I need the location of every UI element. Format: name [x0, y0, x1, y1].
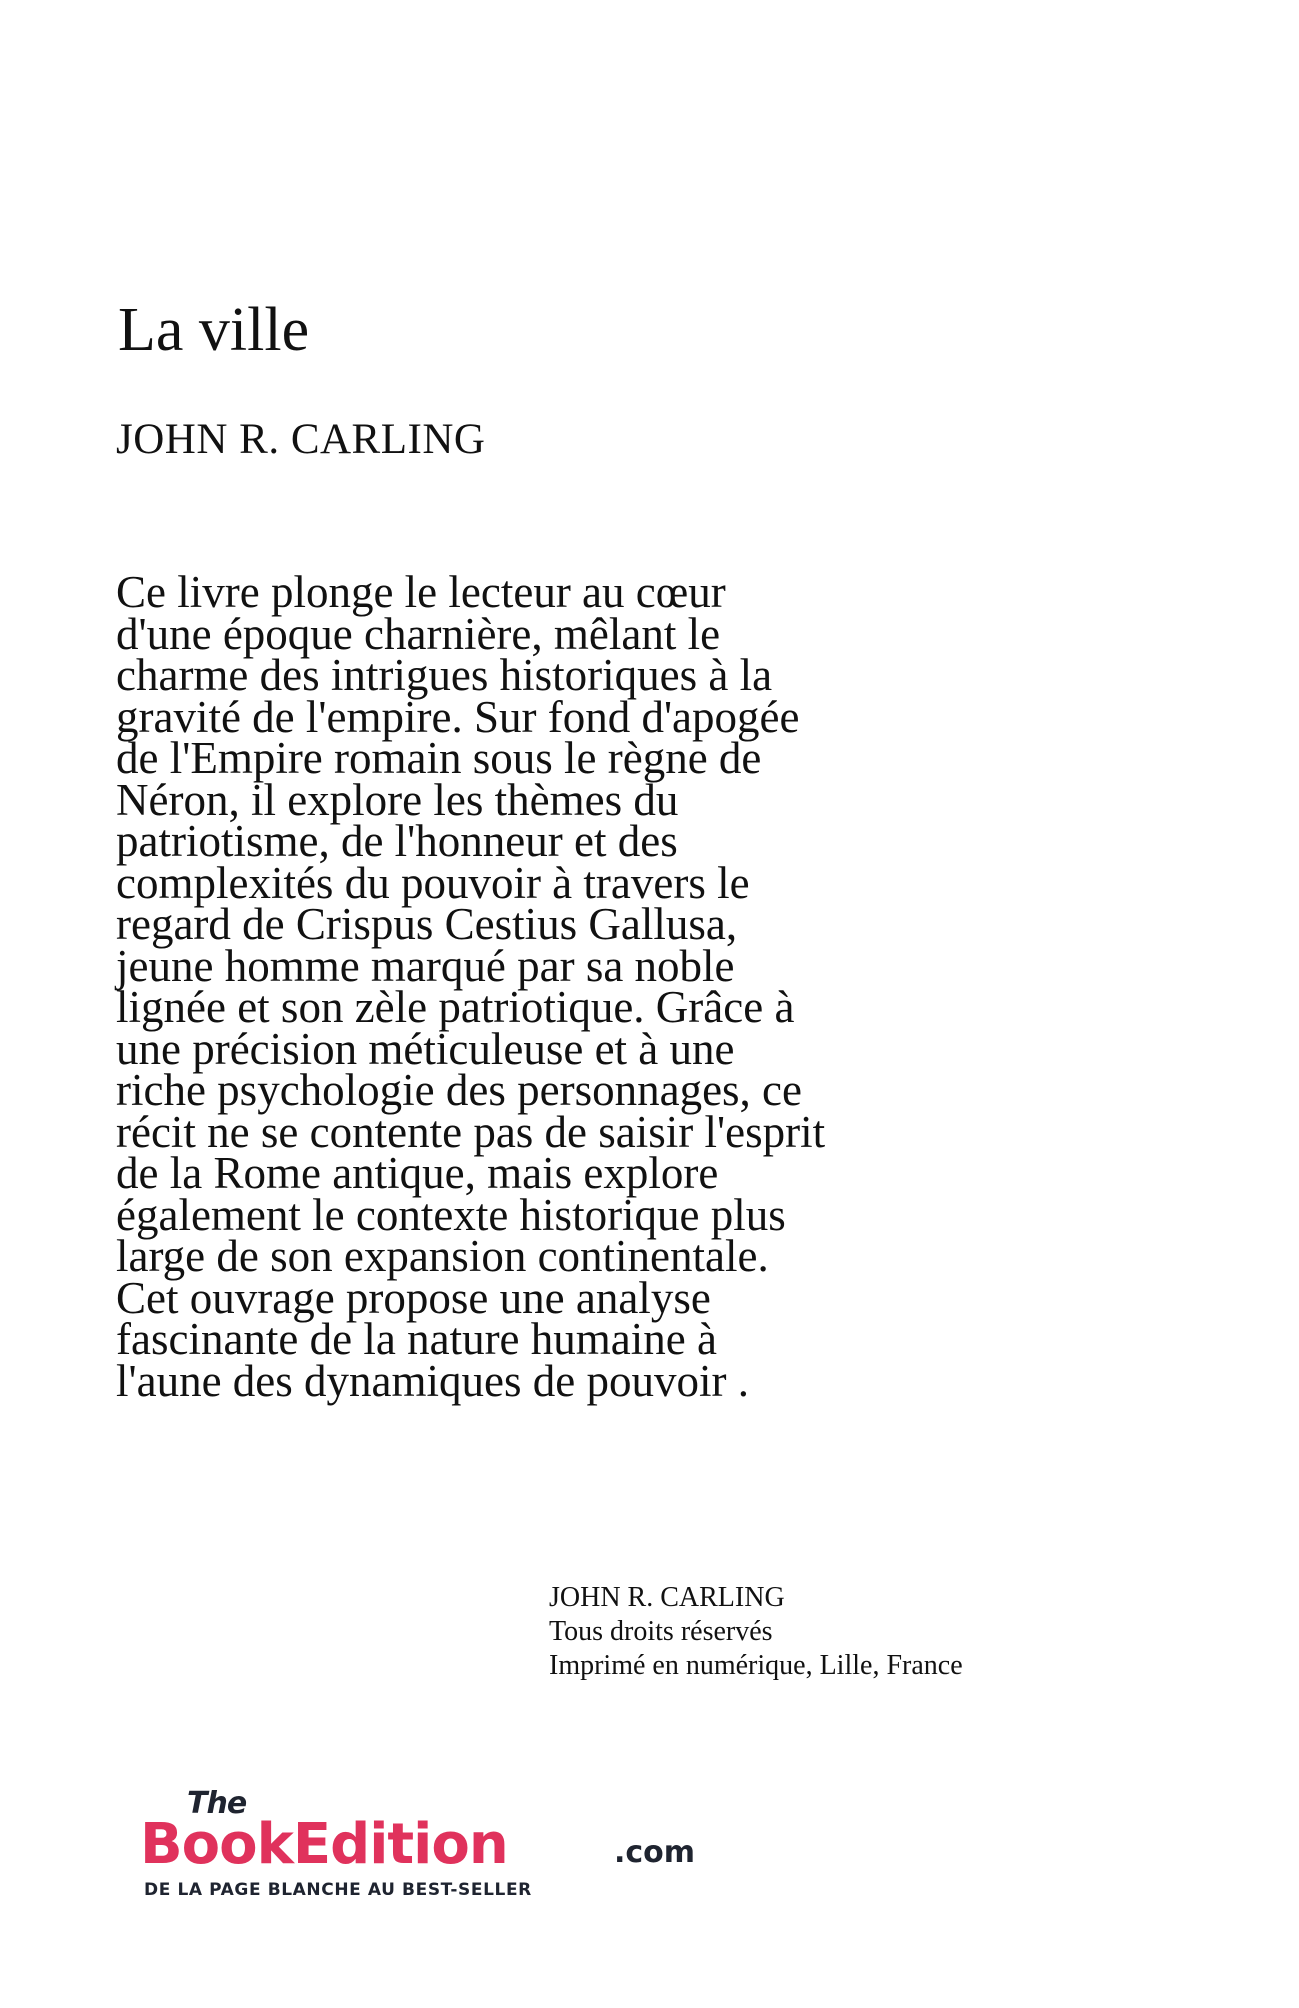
- blurb-line: également le contexte historique plus: [116, 1189, 786, 1240]
- blurb-line: fascinante de la nature humaine à: [116, 1314, 717, 1364]
- imprint-author: JOHN R. CARLING: [549, 1582, 785, 1613]
- bookedition-logo: [140, 1788, 700, 1898]
- blurb-line: l'aune des dynamiques de pouvoir .: [116, 1355, 749, 1406]
- blurb-line: Néron, il explore les thèmes du: [116, 774, 679, 825]
- book-blurb: [116, 567, 976, 1406]
- blurb-line: gravité de l'empire. Sur fond d'apogée: [116, 691, 800, 742]
- blurb-line: patriotisme, de l'honneur et des: [116, 816, 678, 866]
- blurb-line: de l'Empire romain sous le règne de: [116, 733, 762, 783]
- logo-tagline: DE LA PAGE BLANCHE AU BEST-SELLER: [144, 1880, 532, 1900]
- blurb-line: une précision méticuleuse et à une: [116, 1023, 735, 1074]
- blurb-line: de la Rome antique, mais explore: [116, 1148, 719, 1198]
- blurb-line: complexités du pouvoir à travers le: [116, 857, 750, 908]
- blurb-line: récit ne se contente pas de saisir l'esprit: [116, 1106, 826, 1157]
- blurb-line: large de son expansion continentale.: [116, 1231, 769, 1281]
- book-title: La ville: [118, 296, 310, 364]
- logo-wordmark: BookEdition: [140, 1812, 508, 1877]
- imprint-rights: Tous droits réservés: [549, 1616, 773, 1647]
- blurb-line: d'une époque charnière, mêlant le: [116, 608, 721, 659]
- imprint-printed: Imprimé en numérique, Lille, France: [549, 1650, 963, 1681]
- blurb-line: regard de Crispus Cestius Gallusa,: [116, 899, 738, 949]
- imprint-block: [549, 1581, 963, 1683]
- blurb-line: riche psychologie des personnages, ce: [116, 1065, 803, 1115]
- blurb-line: lignée et son zèle patriotique. Grâce à: [116, 982, 795, 1032]
- blurb-line: Cet ouvrage propose une analyse: [116, 1272, 711, 1323]
- logo-the: The: [187, 1786, 247, 1821]
- blurb-line: jeune homme marqué par sa noble: [116, 940, 735, 991]
- blurb-line: Ce livre plonge le lecteur au cœur: [116, 567, 726, 617]
- book-author: JOHN R. CARLING: [116, 416, 486, 463]
- blurb-line: charme des intrigues historiques à la: [116, 650, 773, 700]
- logo-tld: .com: [614, 1835, 696, 1870]
